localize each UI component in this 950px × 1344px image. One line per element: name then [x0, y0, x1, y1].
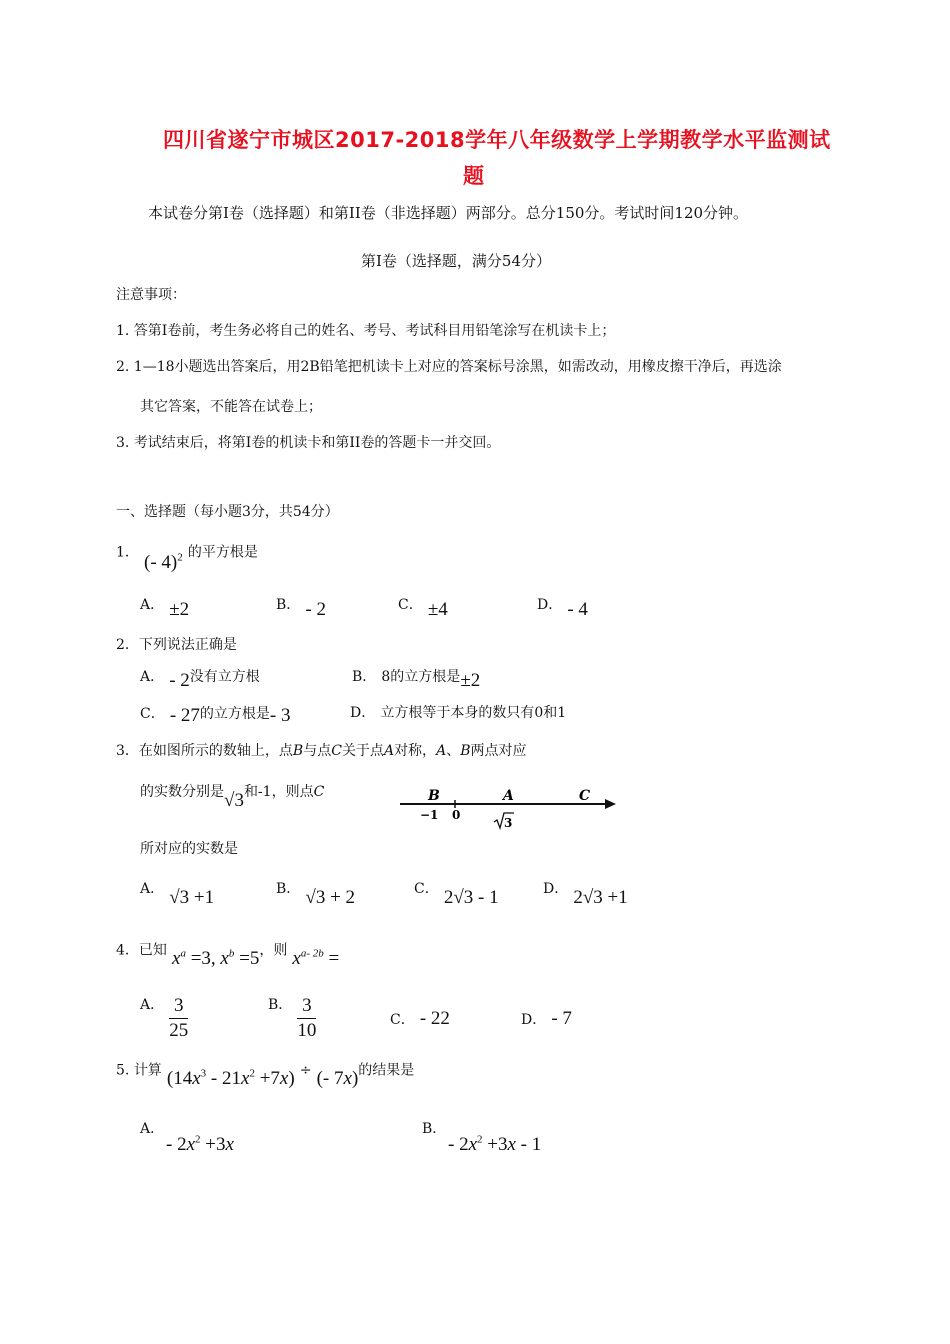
q5-divisor — [317, 1068, 359, 1089]
question-number: 2． — [116, 637, 139, 653]
q4-term: =5 — [234, 948, 260, 970]
q5-text: 的结果是 — [358, 1062, 415, 1079]
exponent: 2 — [195, 1134, 201, 1146]
option-label: C． — [390, 1012, 415, 1028]
q5-term: ) — [288, 1068, 295, 1090]
q2-option-b — [352, 665, 481, 691]
var-x: x — [192, 1068, 201, 1090]
var-x: x — [343, 1068, 352, 1090]
q1-option-b — [276, 593, 326, 620]
question-4 — [116, 938, 340, 970]
option-label: C． — [414, 881, 439, 897]
q2-text: 下列说法正确是 — [138, 637, 237, 653]
var-x: x — [172, 948, 181, 970]
denominator: 10 — [297, 1020, 317, 1041]
option-label: D． — [537, 597, 563, 613]
q5-text: 计算 — [133, 1062, 162, 1079]
exp-a-minus-2b: a- 2b — [300, 948, 324, 960]
option-value: - 4 — [567, 599, 588, 620]
option-term: +1 — [193, 887, 215, 908]
notice-item-1: 1. 答第I卷前，考生务必将自己的姓名、考号、考试科目用铅笔涂写在机读卡上； — [116, 323, 616, 339]
option-text: 没有立方根 — [189, 669, 260, 685]
option-label: B． — [352, 669, 377, 685]
option-value: ±2 — [169, 599, 190, 620]
question-number: 1． — [116, 544, 139, 561]
q5-option-a — [140, 1118, 234, 1160]
fraction — [169, 994, 188, 1043]
option-math: √3 + 2 — [305, 887, 356, 908]
exponent: 3 — [200, 1068, 207, 1080]
option-math: √3 +1 — [169, 887, 215, 908]
var-x: x — [241, 1068, 250, 1090]
numerator: 3 — [297, 994, 316, 1019]
q2-option-a — [140, 665, 260, 691]
option-label: B． — [422, 1121, 447, 1137]
option-label: B． — [276, 881, 301, 897]
question-number: 5. — [116, 1062, 134, 1079]
notice-item-3: 3. 考试结束后，将第I卷的机读卡和第II卷的答题卡一并交回。 — [116, 435, 501, 451]
option-label: A． — [140, 997, 165, 1013]
axis-arrow — [605, 799, 616, 809]
q1-expression — [144, 552, 183, 573]
var-x: x — [468, 1134, 478, 1156]
option-value: - 7 — [551, 1008, 572, 1029]
exponent: 2 — [249, 1068, 255, 1080]
q3-text: 关于点 — [341, 743, 384, 759]
point-c: C — [313, 784, 325, 800]
option-math — [448, 1134, 541, 1155]
option-math: ±2 — [460, 670, 481, 691]
var-x: x — [279, 1068, 289, 1090]
option-term: +1 — [607, 887, 628, 908]
q5-term: (- 7 — [316, 1068, 344, 1090]
q4-text: 已知 — [138, 942, 167, 959]
q4-target — [292, 948, 339, 969]
notice-title: 注意事项： — [116, 287, 186, 303]
option-term: +3 — [482, 1134, 508, 1156]
document-title-line1: 四川省遂宁市城区2017-2018学年八年级数学上学期教学水平监测试 — [163, 128, 831, 152]
question-2 — [116, 634, 237, 654]
option-term: - 1 — [478, 887, 499, 908]
question-3-line3: 所对应的实数是 — [140, 841, 238, 857]
tick-label-neg1: −1 — [420, 808, 439, 822]
option-label: D． — [521, 1012, 547, 1028]
q5-term: +7 — [254, 1068, 280, 1090]
option-text: 的立方根是 — [199, 706, 270, 722]
q5-option-b — [422, 1118, 542, 1160]
option-term: 2 — [443, 887, 454, 908]
option-term: 2 — [573, 887, 583, 908]
q4-term: =3, — [185, 948, 221, 970]
q4-option-a — [140, 994, 188, 1043]
var-x: x — [220, 948, 229, 970]
notice-item-2-cont: 其它答案，不能答在试卷上； — [140, 399, 322, 415]
option-label: A． — [140, 669, 165, 685]
q1-option-d — [537, 593, 588, 620]
radicand: 3 — [315, 887, 326, 908]
option-label: C． — [398, 597, 423, 613]
option-label: D． — [543, 881, 569, 897]
q3-text: 、 — [446, 743, 461, 759]
q2-option-d — [350, 702, 566, 722]
q3-text: 和-1，则点 — [243, 784, 314, 800]
divide-sign: ÷ — [299, 1062, 312, 1079]
option-label: C． — [140, 706, 165, 722]
q5-term: ) — [351, 1068, 359, 1090]
question-number: 3． — [116, 743, 139, 759]
option-math: - 2 — [169, 670, 190, 691]
section-heading: 第I卷（选择题，满分54分） — [361, 252, 552, 270]
option-math — [166, 1134, 234, 1155]
option-value: ±4 — [427, 599, 448, 620]
fraction — [297, 994, 316, 1043]
q3-text: 两点对应 — [470, 743, 527, 759]
q4-term: = — [323, 948, 340, 970]
q4-option-b — [268, 994, 316, 1043]
option-text: 立方根等于本身的数只有0和1 — [380, 705, 567, 721]
var-x: x — [186, 1134, 196, 1156]
option-value: - 2 — [305, 599, 326, 620]
question-3-line1 — [116, 740, 526, 760]
label-a: A — [503, 788, 514, 804]
option-term: + 2 — [330, 887, 356, 908]
option-term: - 2 — [448, 1134, 469, 1156]
q1-exponent: 2 — [177, 552, 183, 564]
q4-option-d — [521, 1008, 572, 1030]
q1-base: (- 4) — [144, 552, 178, 574]
numerator: 3 — [169, 994, 188, 1019]
q3-option-d — [543, 877, 628, 908]
notice-item-2: 2. 1—18小题选出答案后，用2B铅笔把机读卡上对应的答案标号涂黑，如需改动，用橡皮擦干净后，再选涂 — [116, 359, 782, 375]
document-title-line2: 题 — [463, 164, 485, 188]
q1-option-c — [398, 593, 448, 620]
var-x: x — [225, 1134, 234, 1156]
option-math: 2√3 +1 — [573, 887, 628, 908]
point-b: B — [460, 743, 471, 759]
point-b: B — [292, 743, 304, 759]
label-b: B — [428, 788, 440, 804]
q3-option-b — [276, 877, 356, 908]
exp-a: a — [180, 948, 186, 960]
option-label: D． — [350, 705, 376, 721]
part-heading: 一、选择题（每小题3分，共54分） — [116, 504, 339, 520]
option-label: B． — [268, 997, 293, 1013]
q1-option-a — [140, 593, 190, 620]
q5-term: - 21 — [206, 1068, 241, 1090]
question-5 — [116, 1058, 415, 1090]
option-text: 8的立方根是 — [381, 669, 461, 685]
exp-b: b — [228, 948, 235, 960]
q3-option-c — [414, 877, 499, 908]
q1-text: 的平方根是 — [187, 544, 258, 561]
radicand: 3 — [463, 887, 474, 908]
q5-term: (14 — [166, 1068, 193, 1090]
point-a: A — [383, 743, 395, 759]
q3-text: 在如图所示的数轴上，点 — [138, 743, 293, 759]
option-term: - 2 — [166, 1134, 187, 1156]
q3-text: 对称， — [394, 743, 437, 759]
radicand: 3 — [234, 790, 244, 811]
q3-text: 与点 — [303, 743, 332, 759]
option-term: - 1 — [515, 1134, 542, 1156]
option-label: A． — [140, 1121, 165, 1137]
option-term: +3 — [200, 1134, 226, 1156]
tick-label-sqrt3: 3 — [504, 816, 513, 830]
number-line-figure — [396, 786, 618, 832]
denominator: 25 — [169, 1020, 189, 1041]
question-3-line2 — [140, 780, 325, 811]
radicand: 3 — [593, 887, 603, 908]
q3-option-a — [140, 877, 215, 908]
q4-given — [172, 948, 259, 969]
option-math: - 27 — [169, 705, 200, 726]
option-math: - 3 — [269, 705, 291, 726]
option-label: A． — [140, 597, 165, 613]
question-number: 4． — [116, 942, 139, 959]
question-1 — [116, 540, 258, 574]
q2-option-c — [140, 702, 290, 724]
q3-text: 的实数分别是 — [140, 784, 224, 800]
point-a: A — [436, 743, 447, 759]
option-math: 2√3 - 1 — [443, 887, 499, 908]
point-c: C — [331, 743, 342, 759]
q4-option-c — [390, 1008, 450, 1030]
option-value: - 22 — [419, 1008, 450, 1029]
radicand: 3 — [179, 887, 190, 908]
q5-expression — [167, 1068, 295, 1089]
option-label: B． — [276, 597, 301, 613]
sqrt-3: √3 — [224, 790, 244, 811]
exam-intro: 本试卷分第I卷（选择题）和第II卷（非选择题）两部分。总分150分。考试时间120分钟。 — [148, 204, 749, 222]
option-label: A． — [140, 881, 165, 897]
var-x: x — [292, 948, 301, 970]
var-x: x — [507, 1134, 516, 1156]
exponent: 2 — [477, 1134, 483, 1146]
q4-text: ，则 — [259, 942, 288, 959]
tick-label-0: 0 — [452, 808, 461, 822]
label-c: C — [579, 788, 591, 804]
